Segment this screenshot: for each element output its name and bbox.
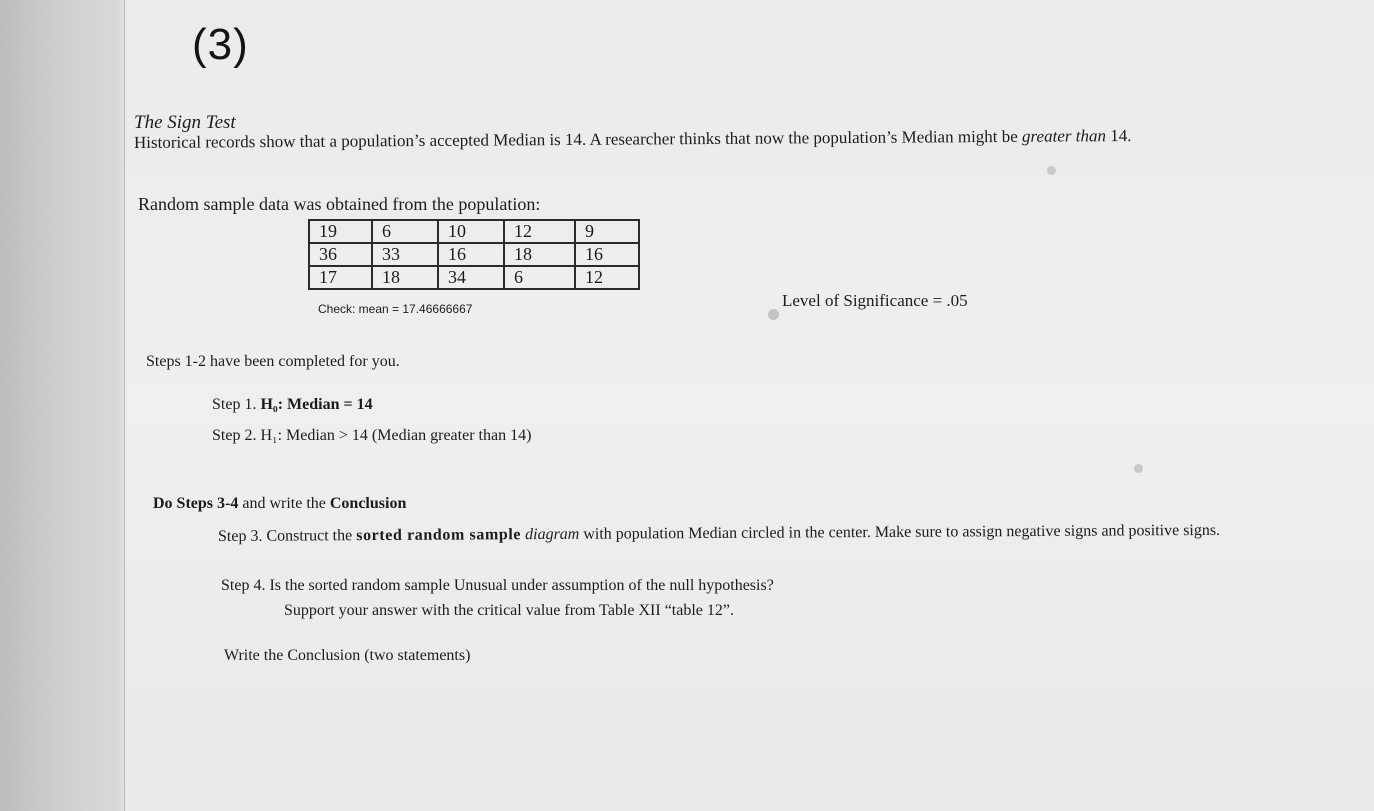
- table-cell: 6: [372, 220, 438, 243]
- step-1-hypothesis: H₀: Median = 14: [260, 396, 373, 413]
- table-cell: 19: [309, 220, 372, 243]
- intro-prefix: Historical records show that a population’s accepted Median is 14. A researcher thinks that now the population’s Median might be: [133, 126, 1023, 152]
- table-cell: 9: [575, 220, 639, 243]
- do-steps-bold: Do Steps 3-4: [153, 495, 239, 512]
- paper-speck: [768, 309, 779, 320]
- step-3-italic: diagram: [525, 525, 580, 544]
- paper-speck: [1047, 166, 1056, 175]
- table-cell: 16: [438, 243, 504, 266]
- section-title: The Sign Test: [134, 112, 236, 133]
- sample-data-table: [308, 219, 640, 290]
- intro-emphasis: greater than: [1021, 126, 1106, 146]
- conclusion-prompt: Write the Conclusion (two statements): [224, 647, 471, 664]
- table-cell: 16: [575, 243, 639, 266]
- do-steps-conclusion: Conclusion: [329, 495, 407, 512]
- mean-check: Check: mean = 17.46666667: [318, 302, 473, 316]
- table-row: [309, 243, 639, 266]
- do-steps-middle: and write the: [238, 495, 330, 512]
- table-cell: 6: [504, 266, 575, 289]
- table-cell: 10: [438, 220, 504, 243]
- table-cell: 18: [504, 243, 575, 266]
- paper-speck: [1134, 464, 1143, 473]
- step-3-bold: sorted random sample: [356, 526, 522, 545]
- steps-completed-note: Steps 1-2 have been completed for you.: [146, 353, 400, 370]
- do-steps-instruction: [153, 495, 406, 513]
- significance-level: Level of Significance = .05: [782, 291, 968, 310]
- table-cell: 36: [309, 243, 372, 266]
- table-cell: 12: [575, 266, 639, 289]
- table-cell: 17: [309, 266, 372, 289]
- problem-number: (3): [192, 20, 249, 69]
- sample-intro: Random sample data was obtained from the population:: [138, 194, 541, 214]
- step-2: Step 2. H₁: Median > 14 (Median greater than 14): [212, 427, 532, 444]
- step-1: [212, 396, 373, 414]
- table-row: [309, 220, 639, 243]
- step-4-question: Step 4. Is the sorted random sample Unusual under assumption of the null hypothesis?: [221, 577, 774, 594]
- table-cell: 18: [372, 266, 438, 289]
- step-1-prefix: Step 1.: [212, 396, 261, 413]
- intro-suffix: 14.: [1105, 126, 1132, 146]
- step-3-suffix: with population Median circled in the center. Make sure to assign negative signs and positive signs.: [579, 521, 1221, 543]
- step-4-support: Support your answer with the critical value from Table XII “table 12”.: [284, 602, 734, 619]
- table-cell: 12: [504, 220, 575, 243]
- table-cell: 33: [372, 243, 438, 266]
- table-row: [309, 266, 639, 289]
- table-cell: 34: [438, 266, 504, 289]
- step-3-prefix: Step 3. Construct the: [217, 527, 357, 545]
